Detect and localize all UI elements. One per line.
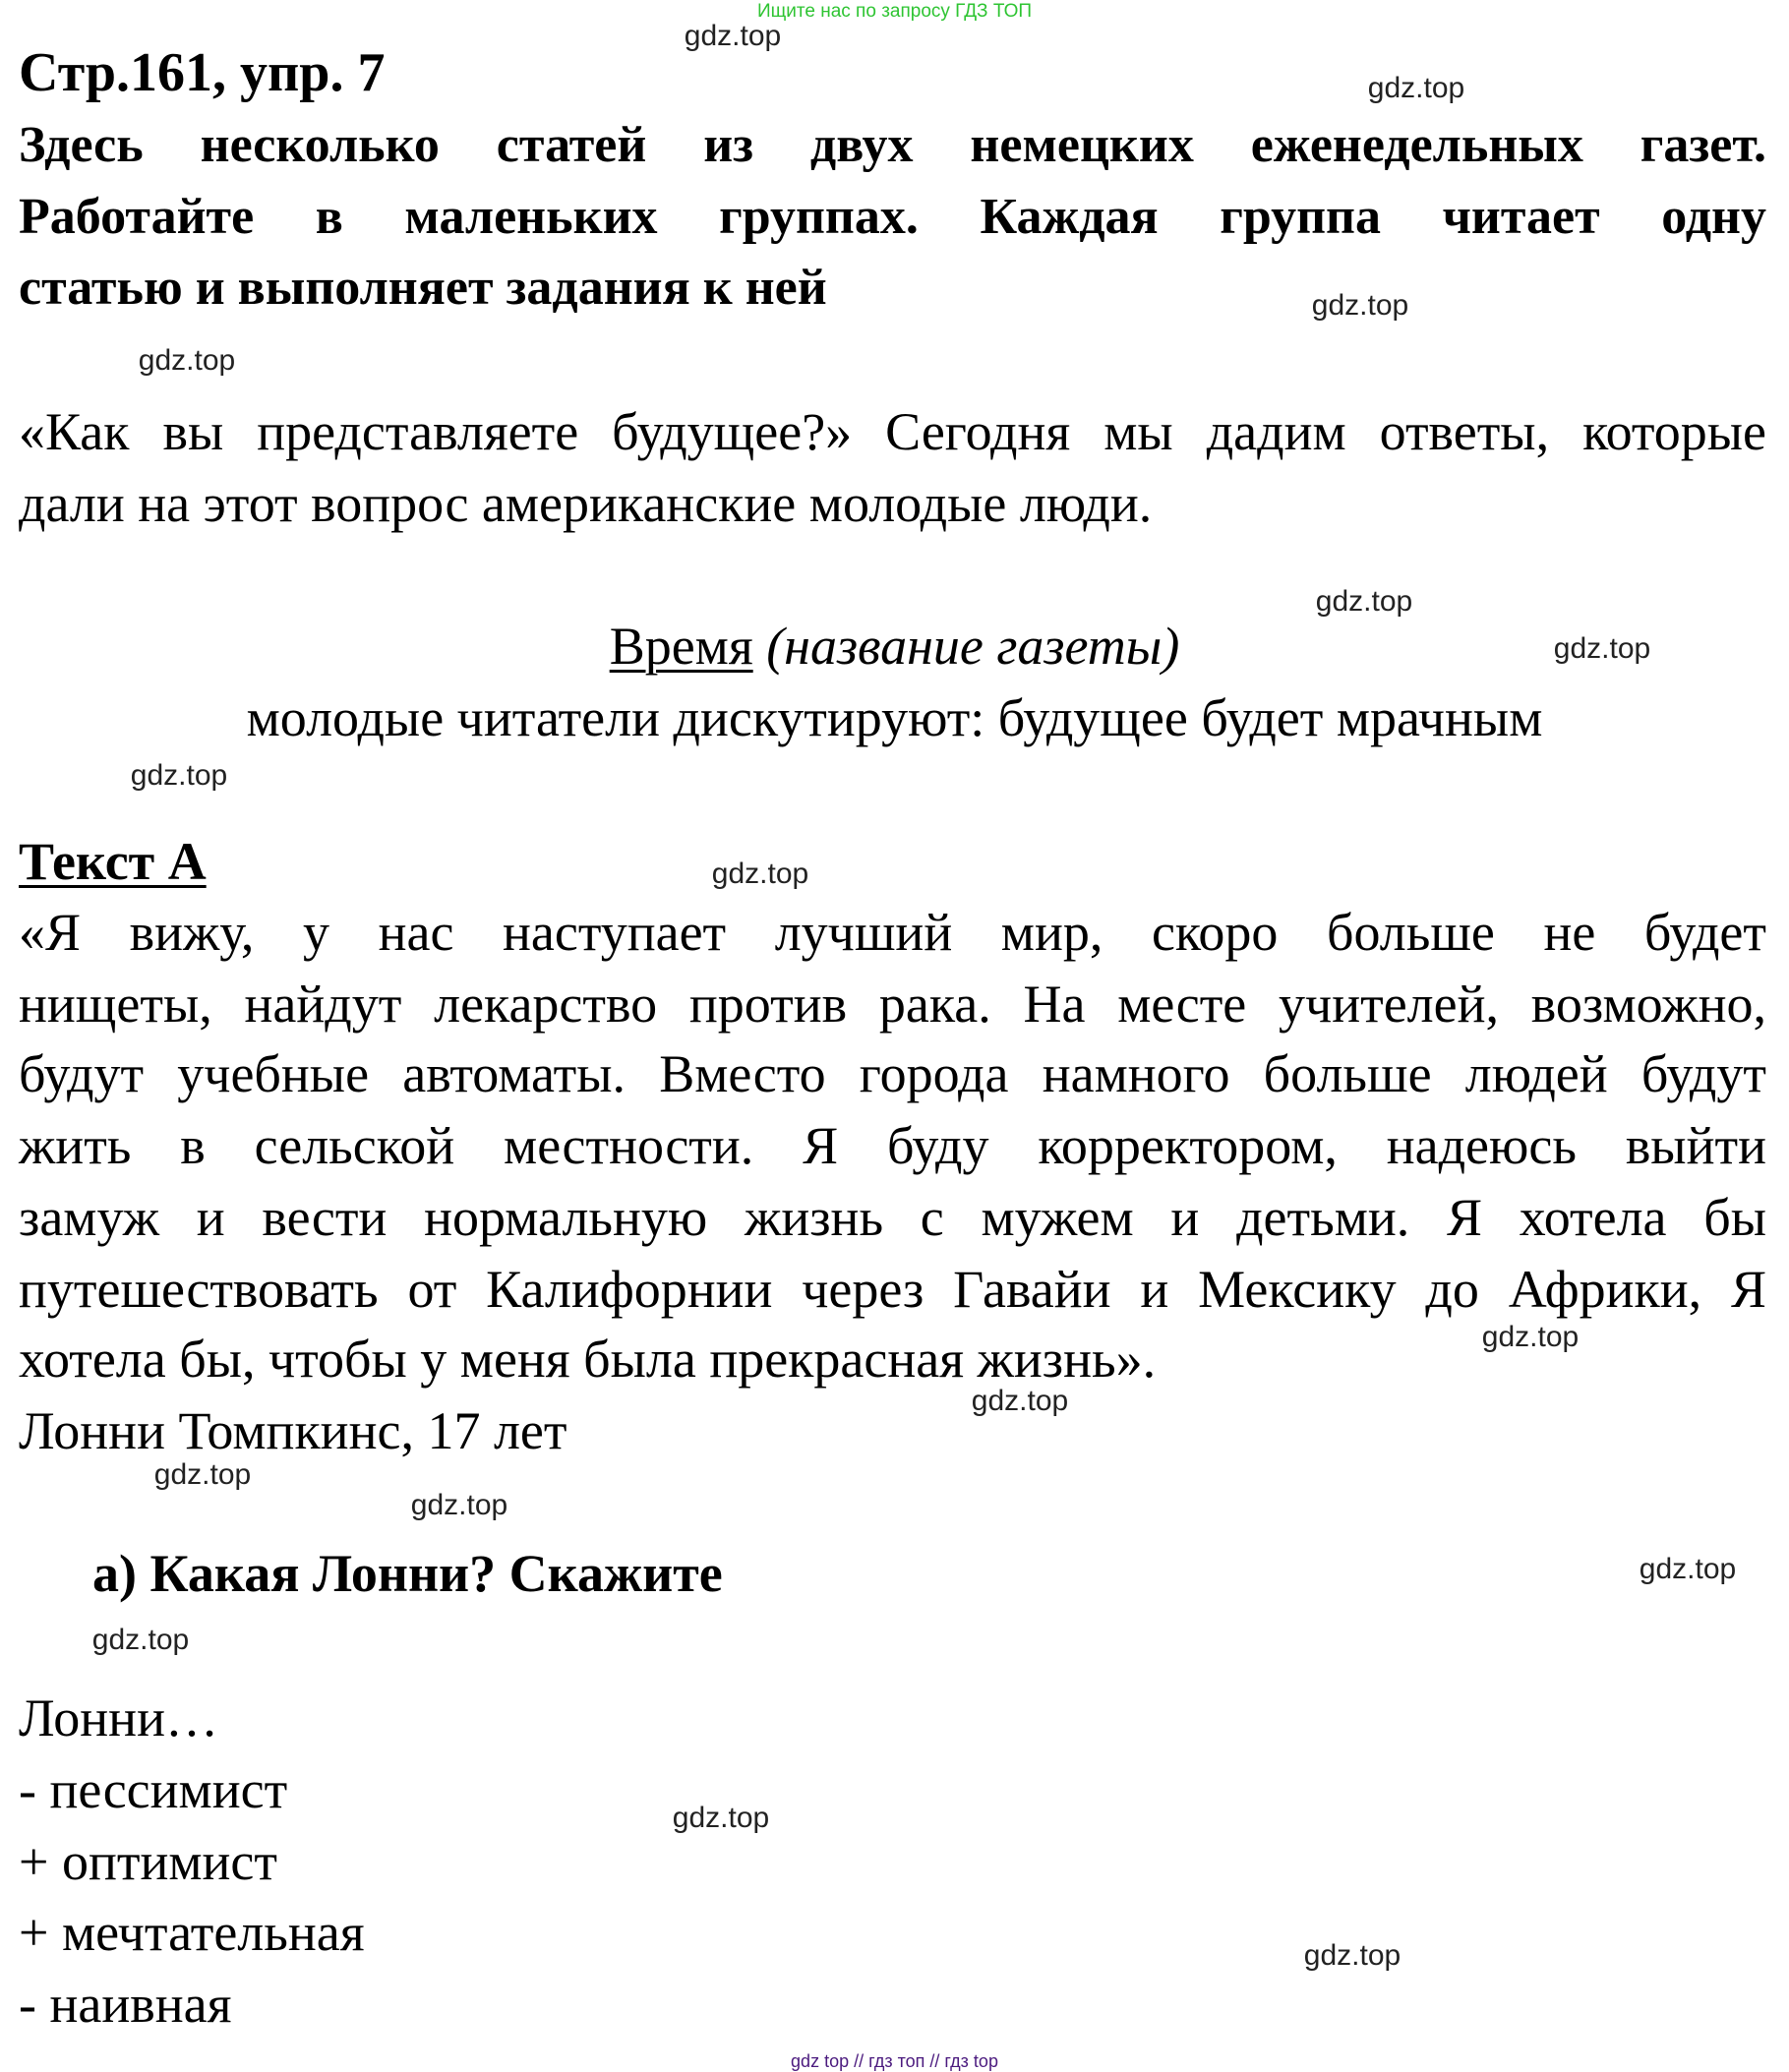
watermark: gdz.top [130,759,228,792]
newspaper-title [0,611,1789,682]
watermark: gdz.top [1311,289,1409,322]
answer-intro: Лонни… [19,1688,218,1747]
text-heading-label: Текст А [19,832,207,891]
newspaper-note: (название газеты) [766,617,1180,676]
watermark: gdz.top [138,344,236,377]
answer-item: + оптимист [19,1832,277,1891]
watermark: gdz.top [1639,1553,1737,1585]
watermark: gdz.top [1315,585,1413,618]
answer-item: + мечтательная [19,1903,365,1962]
headline [0,682,1789,754]
watermark: gdz.top [1303,1939,1401,1972]
intro-line: дали на этот вопрос американские молодые люди. [19,474,1153,533]
watermark: gdz.top [711,858,809,890]
task-line: Здесь несколько статей из двух немецких еженедельных газет. [19,117,1766,173]
search-banner: Ищите нас по запросу ГДЗ ТОП [756,1,1033,22]
question: а) Какая Лонни? Скажите [92,1544,723,1603]
headline-text: молодые читатели дискутируют: будущее будет мрачным [246,688,1543,747]
newspaper-name: Время [609,617,753,676]
watermark: gdz.top [672,1802,770,1834]
text-line: «Я вижу, у нас наступает лучший мир, скоро больше не будет [19,903,1766,962]
text-line: будут учебные автоматы. Вместо города намного больше людей будут [19,1044,1766,1103]
text-line: путешествовать от Калифорнии через Гавайи и Мексику до Африки, Я [19,1260,1766,1319]
watermark: gdz.top [410,1489,508,1521]
watermark: gdz.top [684,20,782,52]
watermark: gdz.top [1481,1321,1580,1353]
watermark: gdz.top [971,1385,1069,1417]
task-line: Работайте в маленьких группах. Каждая группа читает одну [19,189,1766,245]
intro-line: «Как вы представляете будущее?» Сегодня мы дадим ответы, которые [19,402,1766,461]
page-title: Стр.161, упр. 7 [19,42,386,103]
watermark: gdz.top [1553,632,1651,665]
footer-links: gdz top // гдз топ // гдз top [791,2051,998,2071]
watermark: gdz.top [91,1624,190,1656]
text-line: нищеты, найдут лекарство против рака. На месте учителей, возможно, [19,975,1766,1034]
text-line: жить в сельской местности. Я буду корректором, надеюсь выйти [19,1116,1766,1175]
watermark: gdz.top [1367,72,1465,104]
text-line: хотела бы, чтобы у меня была прекрасная жизнь». [19,1330,1157,1389]
text-line: замуж и вести нормальную жизнь с мужем и детьми. Я хотела бы [19,1188,1766,1247]
answer-item: - пессимист [19,1760,288,1819]
text-heading [19,826,207,898]
answer-item: - наивная [19,1975,232,2034]
author: Лонни Томпкинс, 17 лет [19,1401,567,1460]
task-line: статью и выполняет задания к ней [19,260,827,316]
watermark: gdz.top [153,1458,252,1491]
